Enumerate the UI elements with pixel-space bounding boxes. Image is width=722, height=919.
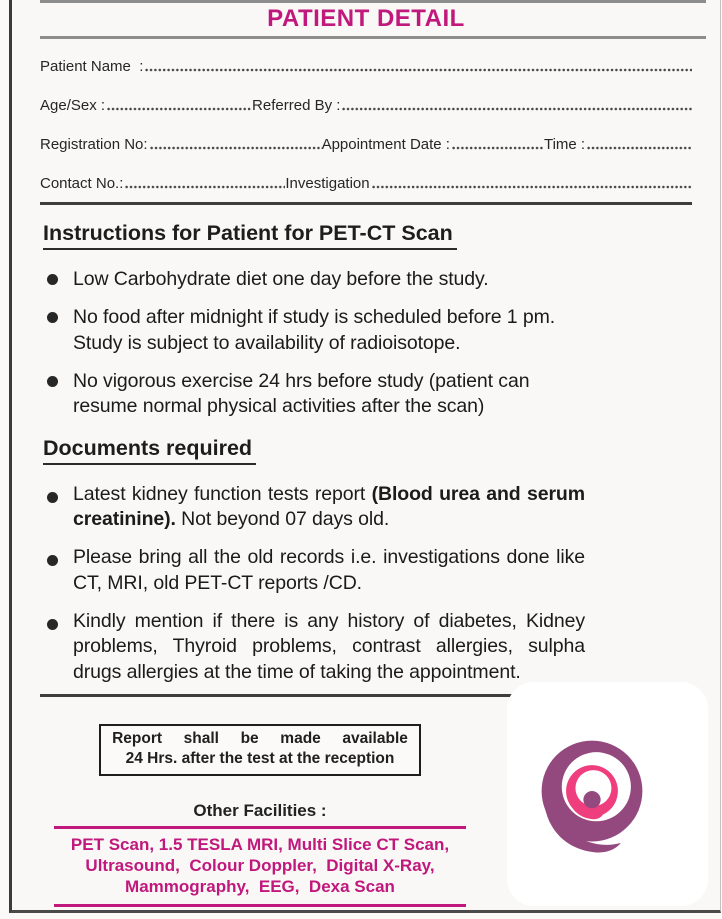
document-text: Please bring all the old records i.e. investigations done like CT, MRI, old PET-CT reports /CD.	[73, 546, 585, 594]
facilities-top-rule	[54, 826, 466, 829]
registration-label: Registration No:	[40, 136, 148, 154]
instruction-text: No vigorous exercise 24 hrs before study (patient can resume normal physical activities after the scan)	[73, 370, 530, 418]
instruction-text: No food after midnight if study is scheduled before 1 pm. Study is subject to availability of radioisotope.	[73, 306, 556, 354]
facilities-line: Mammography, EEG, Dexa Scan	[125, 877, 395, 897]
time-field	[587, 140, 692, 152]
bullet-icon	[47, 555, 58, 566]
swirl-logo-icon	[520, 732, 664, 876]
title-top-rule	[40, 0, 706, 3]
bullet-icon	[47, 274, 58, 285]
documents-section	[40, 420, 692, 685]
list-item	[40, 369, 692, 420]
facilities-list	[54, 834, 466, 898]
investigation-label: Investigation	[285, 175, 370, 193]
facilities-line: PET Scan, 1.5 TESLA MRI, Multi Slice CT Scan,	[70, 834, 450, 854]
list-item	[40, 609, 692, 685]
patient-name-row	[40, 58, 692, 75]
facilities-line: Ultrasound, Colour Doppler, Digital X-Ray,	[85, 856, 435, 876]
clinic-logo-card	[507, 682, 708, 906]
documents-heading: Documents required	[43, 436, 256, 465]
bullet-icon	[47, 376, 58, 387]
document-text-bold: (Blood urea and serum creatinine).	[73, 482, 585, 530]
list-item	[40, 267, 692, 292]
bullet-icon	[47, 492, 58, 503]
registration-row	[40, 136, 692, 153]
contact-field	[125, 179, 285, 191]
instructions-section	[40, 205, 692, 419]
list-item	[40, 482, 692, 533]
referred-by-field	[342, 101, 692, 113]
title-bottom-rule	[40, 36, 706, 39]
patient-name-field	[145, 62, 692, 74]
time-label: Time :	[543, 136, 586, 154]
investigation-field	[372, 179, 692, 191]
contact-row	[40, 175, 692, 192]
patient-detail-form	[9, 0, 721, 913]
list-item	[40, 305, 692, 356]
appointment-date-field	[452, 140, 544, 152]
referred-by-label: Referred By :	[252, 97, 341, 115]
bullet-icon	[47, 619, 58, 630]
facilities-bottom-rule	[54, 904, 466, 907]
document-text	[73, 482, 585, 533]
document-text: Kindly mention if there is any history of diabetes, Kidney problems, Thyroid problems, contrast allergies, sulpha drugs allergies at the time of taking the appointment.	[73, 609, 585, 683]
age-sex-label: Age/Sex :	[40, 97, 106, 115]
list-item	[40, 545, 692, 596]
document-text-plain: Latest kidney function tests report	[73, 482, 372, 505]
age-sex-field	[107, 101, 252, 113]
patient-name-label: Patient Name :	[40, 58, 144, 76]
appointment-date-label: Appointment Date :	[321, 136, 450, 154]
report-availability-note	[99, 724, 421, 776]
contact-label: Contact No.:	[40, 175, 124, 193]
report-note-line: Report shall be made available	[112, 729, 408, 747]
footer-left-column	[40, 724, 480, 907]
document-text-plain: Not beyond 07 days old.	[175, 507, 390, 530]
report-note-line: 24 Hrs. after the test at the reception	[125, 749, 395, 767]
instructions-heading: Instructions for Patient for PET-CT Scan	[43, 221, 457, 250]
bullet-icon	[47, 312, 58, 323]
age-sex-row	[40, 97, 692, 114]
registration-field	[150, 140, 322, 152]
other-facilities-heading: Other Facilities :	[193, 800, 327, 820]
page-title: PATIENT DETAIL	[267, 5, 465, 32]
instruction-text: Low Carbohydrate diet one day before the study.	[73, 268, 489, 291]
